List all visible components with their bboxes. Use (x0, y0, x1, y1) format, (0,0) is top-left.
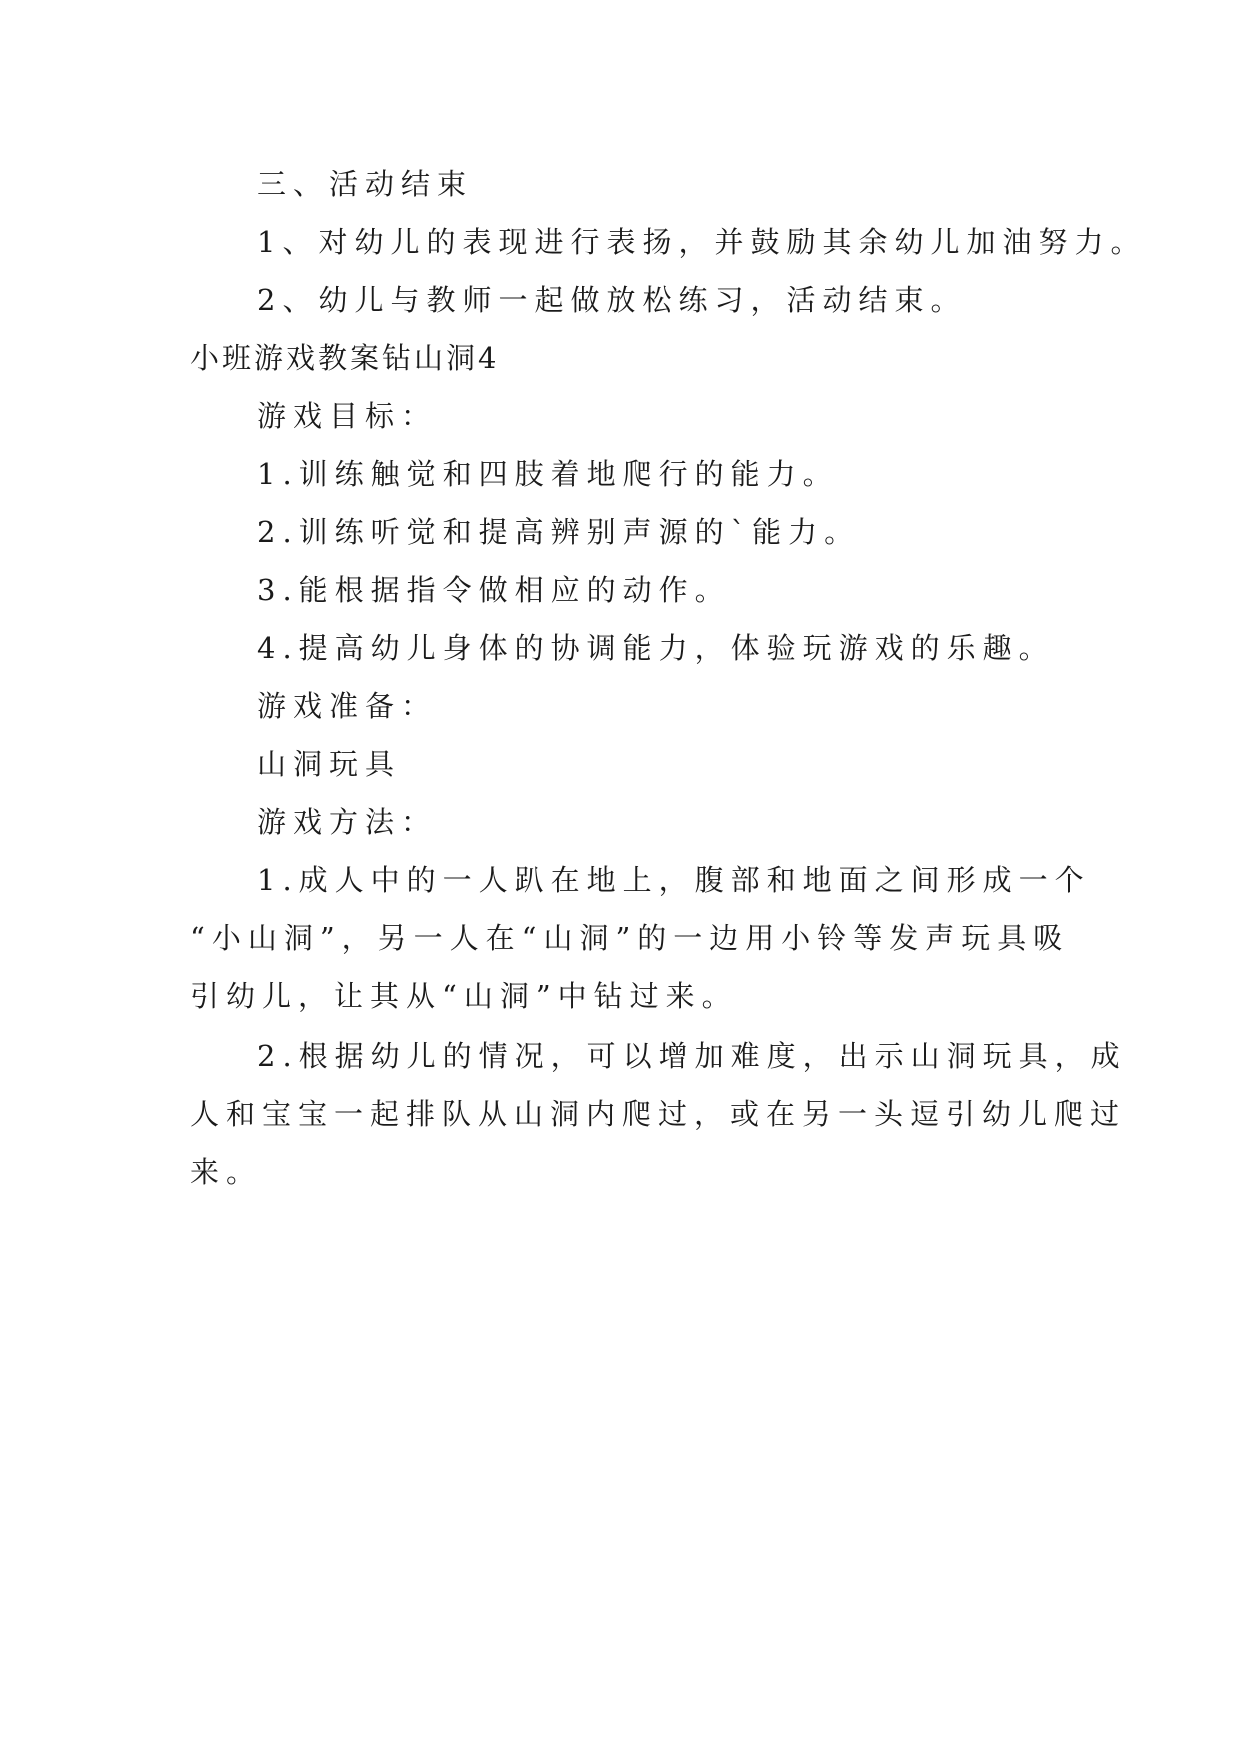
goal-item-4: 4.提高幼儿身体的协调能力，体验玩游戏的乐趣。 (257, 631, 1055, 665)
goal-item-1: 1.训练触觉和四肢着地爬行的能力。 (257, 457, 839, 491)
prep-heading: 游戏准备： (257, 689, 438, 723)
method-2-line-1: 2.根据幼儿的情况，可以增加难度，出示山洞玩具，成 (257, 1039, 1127, 1073)
method-1-line-2: “小山洞”，另一人在“山洞”的一边用小铃等发声玩具吸 (190, 921, 1070, 955)
goals-heading: 游戏目标： (257, 399, 438, 433)
goal-item-3: 3.能根据指令做相应的动作。 (257, 573, 731, 607)
lesson-title: 小班游戏教案钻山洞4 (190, 341, 500, 375)
method-2-line-2: 人和宝宝一起排队从山洞内爬过，或在另一头逗引幼儿爬过 (190, 1097, 1127, 1131)
end-item-1: 1、对幼儿的表现进行表扬，并鼓励其余幼儿加油努力。 (257, 225, 1147, 259)
method-2-line-3: 来。 (190, 1155, 263, 1189)
method-1-line-3: 引幼儿，让其从“山洞”中钻过来。 (190, 979, 738, 1013)
method-1-line-1: 1.成人中的一人趴在地上，腹部和地面之间形成一个 (257, 863, 1091, 897)
end-item-2: 2、幼儿与教师一起做放松练习，活动结束。 (257, 283, 967, 317)
prep-item: 山洞玩具 (257, 747, 402, 781)
method-heading: 游戏方法： (257, 805, 438, 839)
section-end-heading: 三、活动结束 (257, 167, 474, 201)
goal-item-2: 2.训练听觉和提高辨别声源的`能力。 (257, 515, 861, 549)
